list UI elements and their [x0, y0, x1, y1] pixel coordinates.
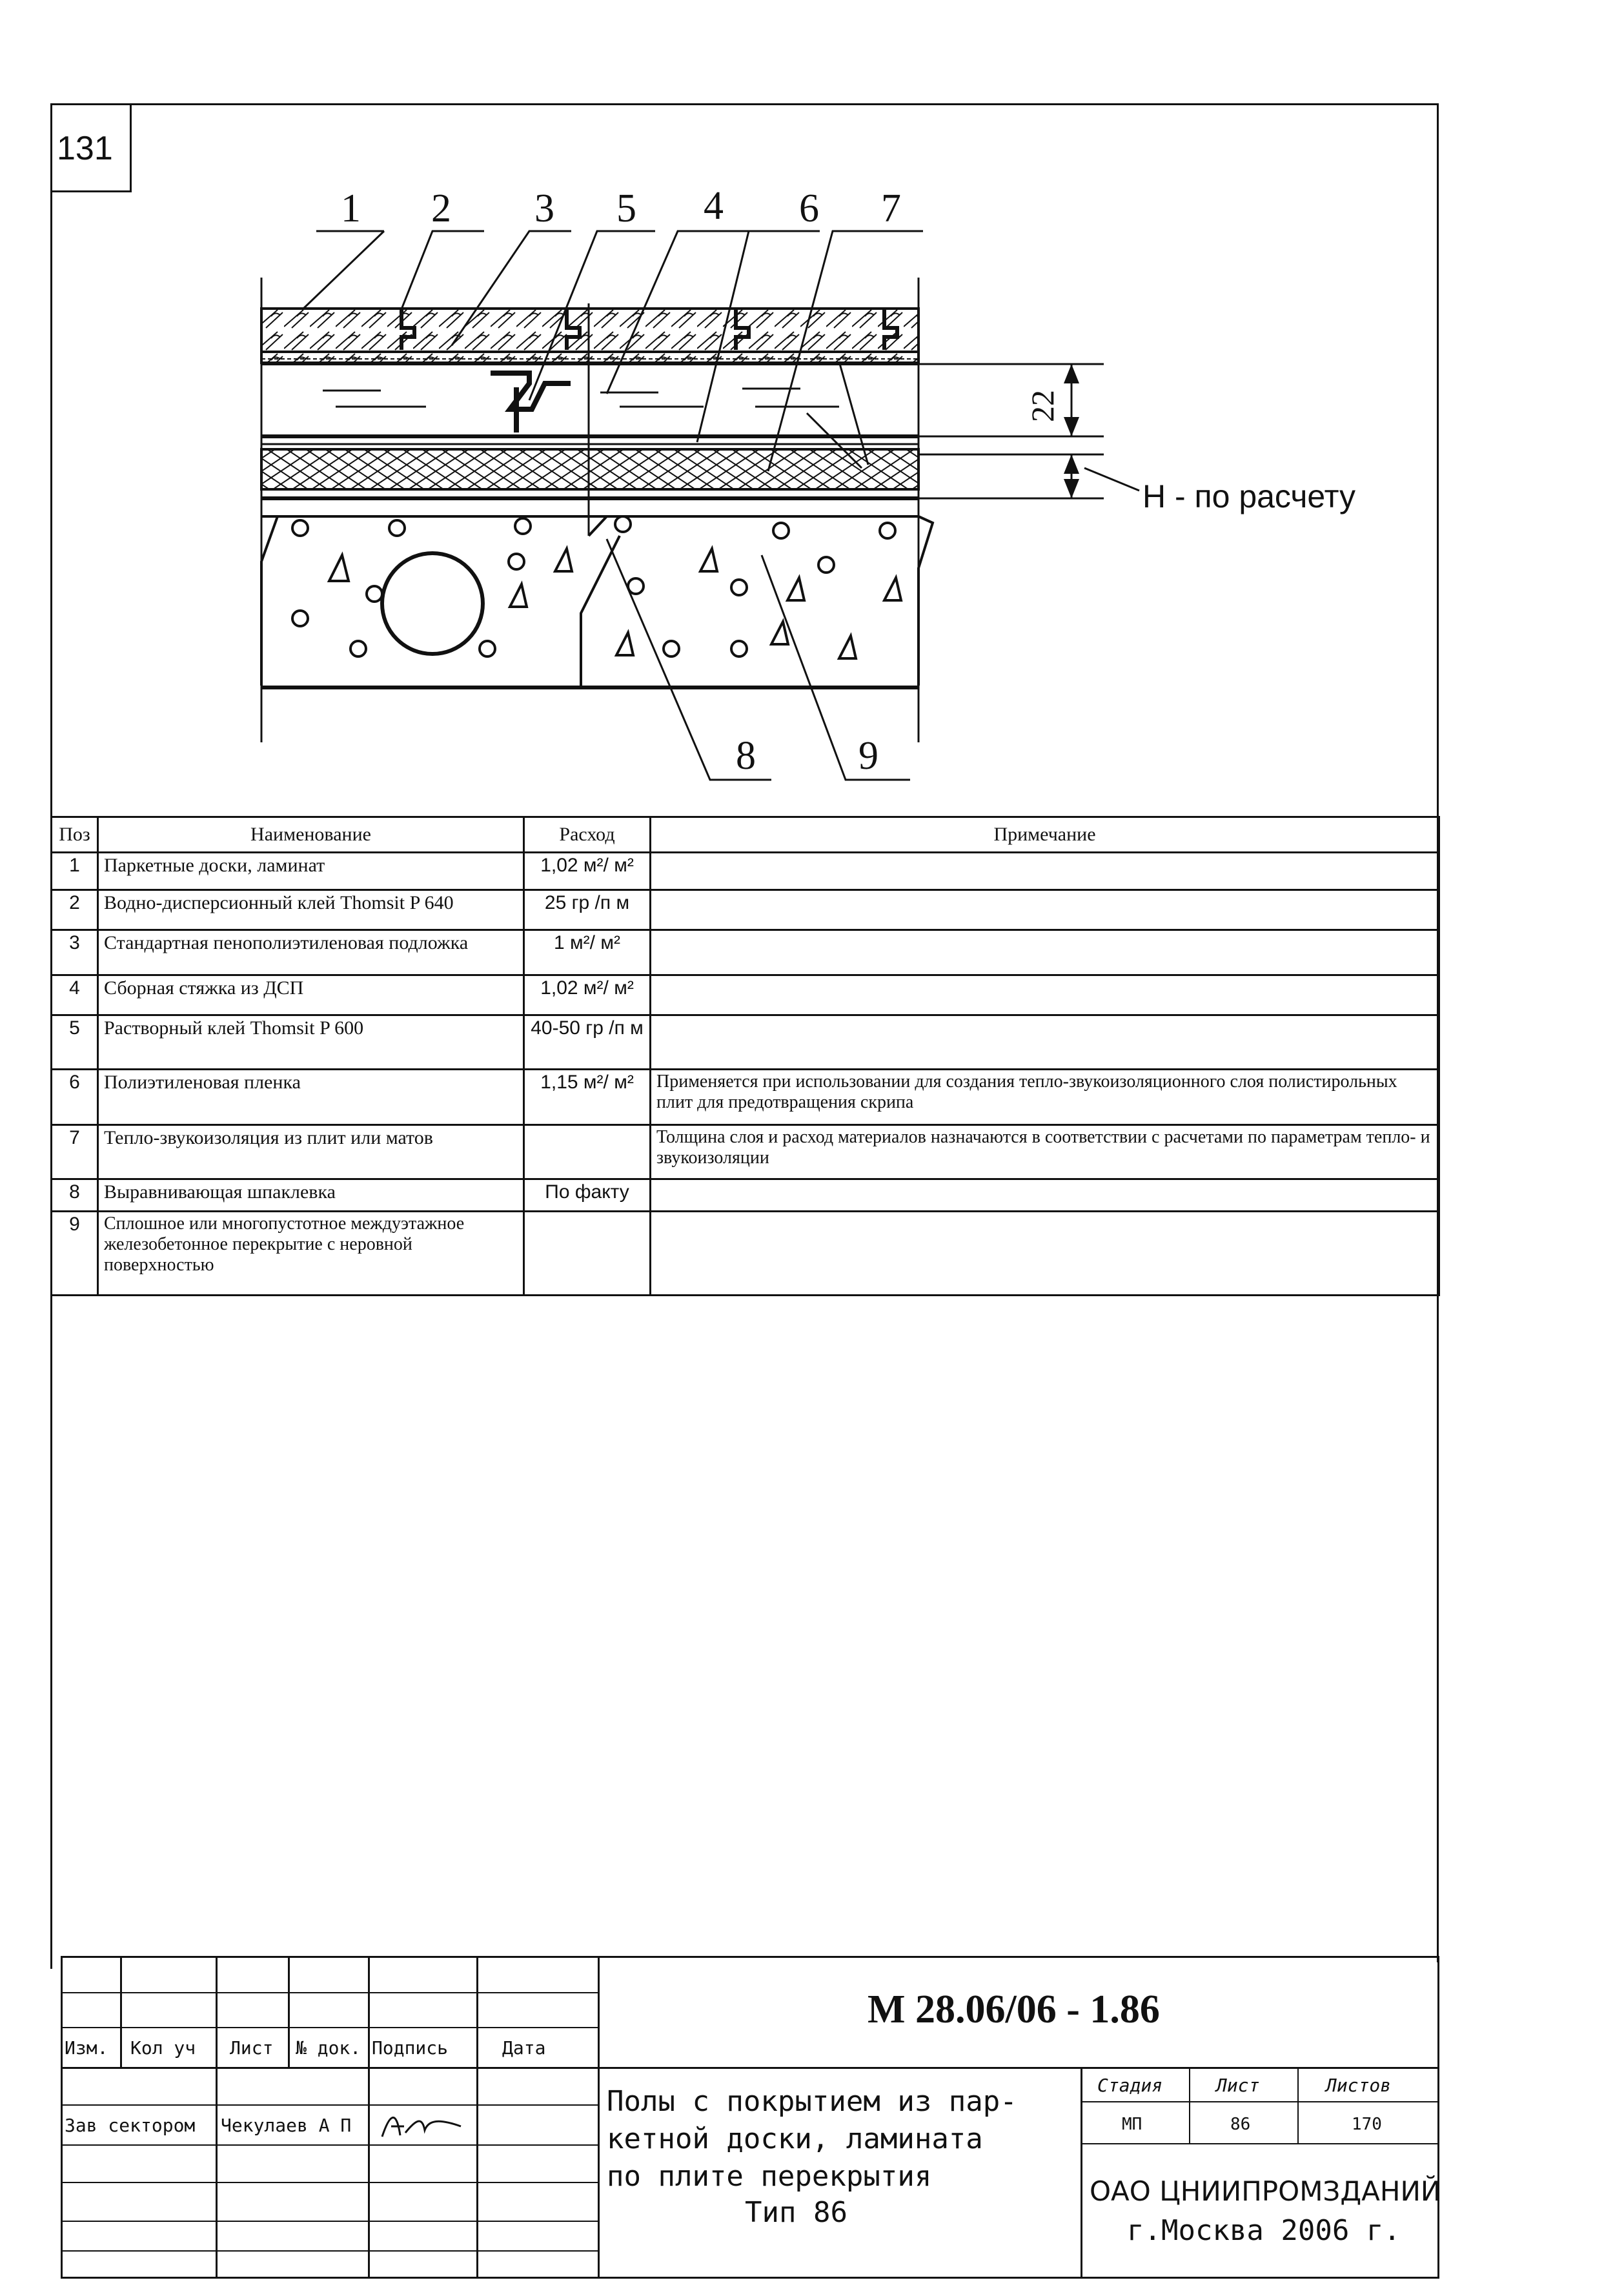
- table-row: [52, 890, 1439, 930]
- concrete-slab: [261, 516, 933, 687]
- row-qty: 1,15 м²/ м²: [524, 1070, 651, 1125]
- row-qty: 1,02 м²/ м²: [524, 853, 651, 890]
- row-qty: 40-50 гр /п м: [524, 1015, 651, 1070]
- floor-section-drawing: [0, 0, 1624, 813]
- callout-7: 7: [881, 187, 901, 230]
- sheets-label: Листов: [1326, 2075, 1392, 2096]
- row-qty: По факту: [524, 1179, 651, 1212]
- row-pos: 2: [52, 890, 98, 930]
- callout-9: 9: [858, 734, 878, 778]
- sheet-value: 86: [1230, 2115, 1251, 2134]
- row-name: Тепло-звукоизоляция из плит или матов: [98, 1125, 524, 1179]
- table-row: [52, 1070, 1439, 1125]
- table-row: [52, 975, 1439, 1015]
- row-pos: 4: [52, 975, 98, 1015]
- dimension-22: 22: [1024, 390, 1061, 422]
- row-pos: 9: [52, 1212, 98, 1296]
- row-name: Водно-дисперсионный клей Thomsit P 640: [98, 890, 524, 930]
- table-row: [52, 1015, 1439, 1070]
- screed-joint: [491, 373, 571, 432]
- row-note: [651, 1015, 1439, 1070]
- role: Зав сектором: [65, 2115, 196, 2136]
- row-qty: 1,02 м²/ м²: [524, 975, 651, 1015]
- row-name: Стандартная пенополиэтиленовая подложка: [98, 930, 524, 975]
- row-qty: [524, 1125, 651, 1179]
- row-note: [651, 975, 1439, 1015]
- slab-void: [382, 553, 483, 654]
- row-note: [651, 930, 1439, 975]
- title-line-2: кетной доски, ламината: [607, 2122, 983, 2155]
- specification-table: [50, 816, 1440, 1296]
- stage-label: Стадия: [1097, 2075, 1163, 2096]
- callout-3: 3: [534, 187, 554, 230]
- row-qty: [524, 1212, 651, 1296]
- row-pos: 7: [52, 1125, 98, 1179]
- col-kol-uch: Кол уч: [130, 2037, 196, 2059]
- row-pos: 6: [52, 1070, 98, 1125]
- dimension-h-label: H - по расчету: [1142, 478, 1356, 514]
- row-note: [651, 1212, 1439, 1296]
- row-name: Сплошное или многопустотное междуэтажное железобетонное перекрытие с неровной поверхностью: [98, 1212, 524, 1296]
- callout-6: 6: [799, 187, 819, 230]
- title-line-3: по плите перекрытия: [607, 2160, 932, 2193]
- row-name: Сборная стяжка из ДСП: [98, 975, 524, 1015]
- callout-8: 8: [736, 734, 756, 778]
- aggregate-triangles: [329, 549, 901, 658]
- table-row: [52, 1179, 1439, 1212]
- table-row: [52, 930, 1439, 975]
- row-name: Выравнивающая шпаклевка: [98, 1179, 524, 1212]
- row-pos: 3: [52, 930, 98, 975]
- row-note: [651, 890, 1439, 930]
- col-signature: Подпись: [372, 2037, 449, 2059]
- col-date: Дата: [502, 2037, 546, 2059]
- callout-5: 5: [616, 187, 636, 230]
- sheets-value: 170: [1352, 2115, 1382, 2134]
- row-note: Применяется при использовании для создания тепло-звукоизоляционного слоя полистирольных плит для предотвращения скрипа: [651, 1070, 1439, 1125]
- row-qty: 25 гр /п м: [524, 890, 651, 930]
- table-row: [52, 853, 1439, 890]
- signature-mark: [377, 2107, 467, 2143]
- row-pos: 8: [52, 1179, 98, 1212]
- row-name: Растворный клей Thomsit P 600: [98, 1015, 524, 1070]
- header-qty: Расход: [524, 817, 651, 853]
- title-block: [61, 1956, 1439, 2279]
- callout-2: 2: [431, 187, 451, 230]
- row-pos: 1: [52, 853, 98, 890]
- person: Чекулаев А П: [221, 2115, 352, 2136]
- title-line-1: Полы с покрытием из пар-: [607, 2085, 1017, 2118]
- row-note: Толщина слоя и расход материалов назначаются в соответствии с расчетами по параметрам тепло- и звукоизоляции: [651, 1125, 1439, 1179]
- page-number: 131: [57, 130, 113, 167]
- col-list: Лист: [230, 2037, 274, 2059]
- doc-code: М 28.06/06 - 1.86: [868, 1988, 1160, 2031]
- table-row: [52, 1125, 1439, 1179]
- col-izm: Изм.: [65, 2037, 108, 2059]
- parquet-layer: [261, 309, 919, 363]
- table-header-row: [52, 817, 1439, 853]
- insulation-layer: [261, 449, 919, 489]
- row-name: Полиэтиленовая пленка: [98, 1070, 524, 1125]
- sheet-label: Лист: [1216, 2075, 1260, 2096]
- header-pos: Поз: [52, 817, 98, 853]
- col-doc-no: № док.: [296, 2037, 361, 2059]
- stage-value: МП: [1122, 2115, 1142, 2134]
- row-note: [651, 1179, 1439, 1212]
- callout-1: 1: [341, 187, 361, 230]
- header-note: Примечание: [651, 817, 1439, 853]
- row-qty: 1 м²/ м²: [524, 930, 651, 975]
- dimension-lines: [919, 364, 1139, 498]
- row-pos: 5: [52, 1015, 98, 1070]
- header-name: Наименование: [98, 817, 524, 853]
- callout-4: 4: [704, 184, 724, 228]
- organization: ОАО ЦНИИПРОМЗДАНИЙ: [1090, 2175, 1441, 2207]
- table-row: [52, 1212, 1439, 1296]
- row-note: [651, 853, 1439, 890]
- row-name: Паркетные доски, ламинат: [98, 853, 524, 890]
- title-line-4: Тип 86: [745, 2196, 848, 2229]
- city-year: г.Москва 2006 г.: [1127, 2214, 1401, 2247]
